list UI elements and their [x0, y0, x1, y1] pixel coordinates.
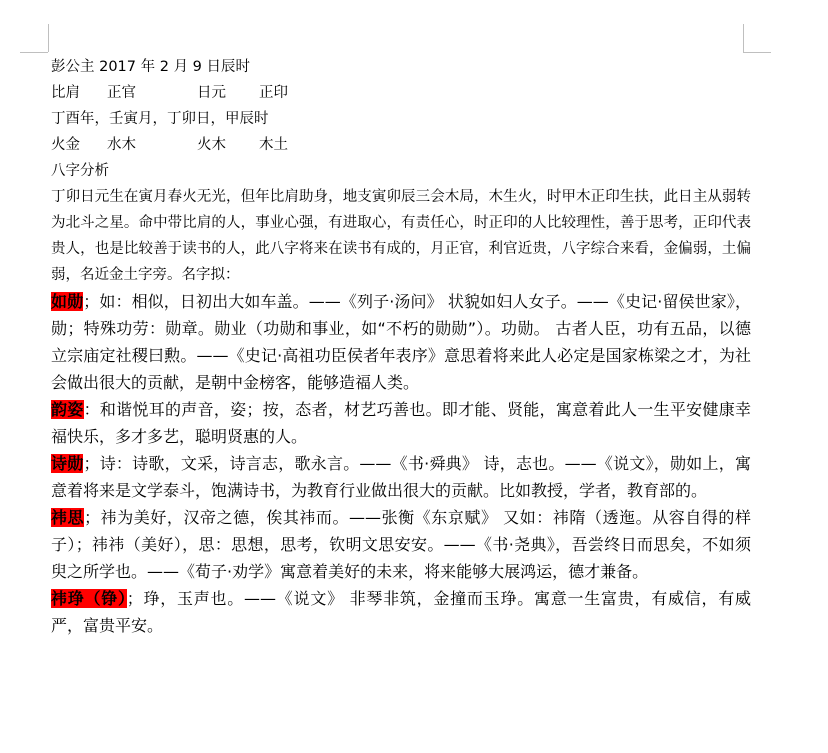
name-explanation: ；诗：诗歌，文采，诗言志，歌永言。——《书·舜典》 诗，志也。——《说文》，勋如上，寓意着将来是文学泰斗，饱满诗书，为教育行业做出很大的贡献。比如教授，学者，教育部的。 [51, 454, 751, 500]
name-explanation: ；祎为美好，汉帝之德，俟其祎而。——张衡《东京赋》 又如：祎隋（透迤。从容自得的样子）；祎祎（美好），思：思想，思考，钦明文思安安。——《书·尧典》，吾尝终日而思矣，不如须臾之所学也。——《荀子·劝学》寓意着美好的未来，将来能够大展鸿运，德才兼备。 [51, 508, 751, 581]
highlighted-name: 如勋 [51, 292, 84, 311]
crop-mark-top-left-vertical [48, 24, 49, 52]
highlighted-name: 诗勋 [51, 454, 84, 473]
element-label: 木土 [259, 137, 288, 153]
highlighted-name: 祎琤（铮） [51, 589, 127, 608]
pillar-ten-gods-row [51, 80, 751, 106]
name-explanation: ；琤，玉声也。——《说文》 非琴非筑，金撞而玉琤。寓意一生富贵，有威信，有威严，富贵平安。 [51, 589, 751, 635]
analysis-title: 八字分析 [51, 163, 109, 179]
name-entry-yisi [51, 504, 751, 585]
name-entry-ruxun [51, 288, 751, 396]
highlighted-name: 祎思 [51, 508, 85, 527]
doc-header-line: 彭公主 2017 年 2 月 9 日辰时 [51, 59, 251, 75]
pillar-label: 日元 [197, 85, 226, 101]
name-explanation: ；如：相似，日初出大如车盖。——《列子·汤问》 状貌如妇人女子。——《史记·留侯世家》，勋；特殊功劳：勋章。勋业（功勋和事业，如“不朽的勋勋”）。功勋。 古者人臣，功有五品，以德立宗庙定社稷曰勲。——《史记·高祖功臣侯者年表序》意思着将来此人必定是国家栋梁之才，为社会做出很大的贡献，是朝中金榜客，能够造福人类。 [51, 292, 751, 392]
element-label: 火木 [197, 137, 226, 153]
highlighted-name: 韵姿 [51, 400, 84, 419]
name-entry-shixun [51, 450, 751, 504]
name-entry-yicheng [51, 585, 751, 639]
name-explanation: ：和谐悦耳的声音，姿；按，态者，材艺巧善也。即才能、贤能，寓意着此人一生平安健康幸福快乐，多才多艺，聪明贤惠的人。 [51, 400, 751, 446]
pillar-label: 比肩 [51, 85, 80, 101]
element-label: 火金 [51, 137, 80, 153]
element-label: 水木 [107, 137, 136, 153]
crop-mark-top-left-horizontal [20, 52, 48, 53]
pillar-stems-branches-row: 丁酉年，壬寅月，丁卯日，甲辰时 [51, 111, 269, 127]
pillar-label: 正官 [107, 85, 136, 101]
pillar-label: 正印 [259, 85, 288, 101]
pillar-elements-row [51, 132, 751, 158]
analysis-paragraph: 丁卯日元生在寅月春火无光，但年比肩助身，地支寅卯辰三会木局，木生火，时甲木正印生扶，此日主从弱转为北斗之星。命中带比肩的人，事业心强，有进取心，有责任心，时正印的人比较理性，善于思考，正印代表贵人，也是比较善于读书的人，此八字将来在读书有成的，月正官，利官近贵，八字综合来看，金偏弱，土偏弱，名近金土字旁。名字拟： [51, 189, 751, 283]
crop-mark-top-right-horizontal [743, 52, 771, 53]
document-body[interactable] [51, 54, 751, 639]
name-entry-yunzi [51, 396, 751, 450]
crop-mark-top-right-vertical [743, 24, 744, 52]
